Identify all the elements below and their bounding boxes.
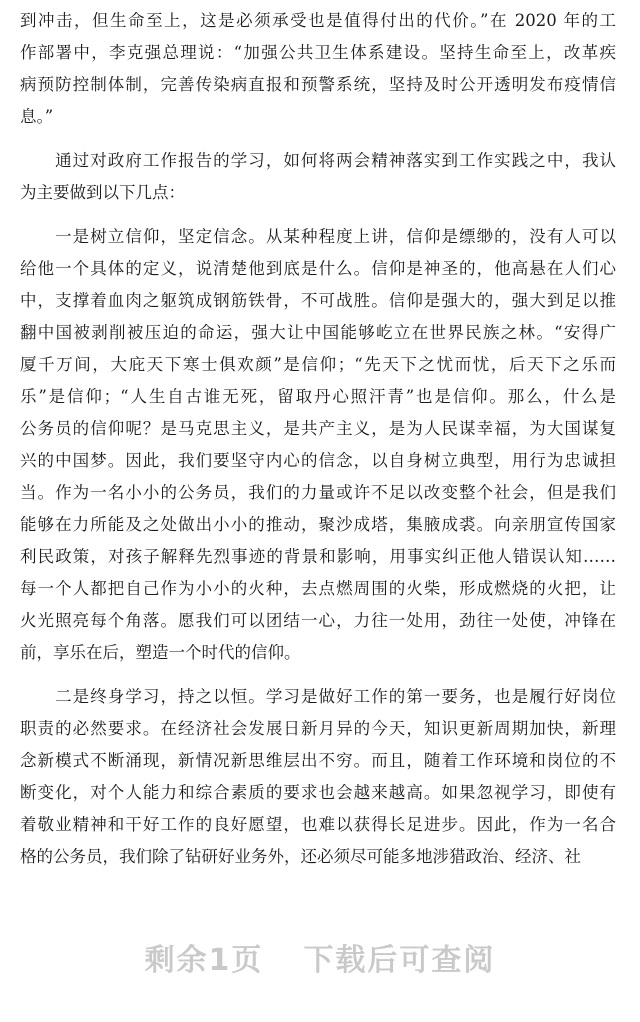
text-line: 念新模式不断涌现，新情况新思维层出不穷。而且，随着工作环境和岗位的不 bbox=[20, 751, 616, 770]
text-line: 公务员的信仰呢？是马克思主义，是共产主义，是为人民谋幸福，为大国谋复 bbox=[20, 419, 616, 438]
text-line: 作部署中，李克强总理说：“加强公共卫生体系建设。坚持生命至上，改革疾 bbox=[20, 43, 616, 62]
text-line: 厦千万间，大庇天下寒士俱欢颜”是信仰；“先天下之忧而忧，后天下之乐而 bbox=[20, 355, 616, 374]
download-banner[interactable] bbox=[0, 935, 640, 979]
text-line: 到冲击，但生命至上，这是必须承受也是值得付出的代价。”在 2020 年的工 bbox=[20, 11, 616, 30]
paragraph bbox=[20, 5, 616, 133]
text-line: 格的公务员，我们除了钻研好业务外，还必须尽可能多地涉猎政治、经济、社 bbox=[20, 847, 581, 866]
text-line: 一是树立信仰，坚定信念。从某种程度上讲，信仰是缥缈的，没有人可以 bbox=[20, 227, 616, 246]
paragraph bbox=[20, 221, 616, 669]
text-line: 翻中国被剥削被压迫的命运，强大让中国能够屹立在世界民族之林。“安得广 bbox=[20, 323, 616, 342]
download-prompt-label: 下载后可查阅 bbox=[303, 943, 496, 978]
text-line: 通过对政府工作报告的学习，如何将两会精神落实到工作实践之中，我认 bbox=[20, 151, 616, 170]
text-line: 前，享乐在后，塑造一个时代的信仰。 bbox=[20, 643, 301, 662]
text-line: 病预防控制体制，完善传染病直报和预警系统，坚持及时公开透明发布疫情信 bbox=[20, 75, 616, 94]
text-line: 中，支撑着血肉之躯筑成钢筋铁骨，不可战胜。信仰是强大的，强大到足以推 bbox=[20, 291, 616, 310]
paragraph bbox=[20, 145, 616, 209]
text-line: 二是终身学习，持之以恒。学习是做好工作的第一要务，也是履行好岗位 bbox=[20, 687, 616, 706]
document-body bbox=[20, 5, 616, 885]
text-line: 火光照亮每个角落。愿我们可以团结一心，力往一处用，劲往一处使，冲锋在 bbox=[20, 611, 616, 630]
remaining-pages-label: 剩余1页 bbox=[144, 943, 264, 978]
text-line: 息。” bbox=[20, 107, 54, 126]
text-line: 着敬业精神和干好工作的良好愿望，也难以获得长足进步。因此，作为一名合 bbox=[20, 815, 616, 834]
text-line: 为主要做到以下几点： bbox=[20, 183, 185, 202]
text-line: 乐”是信仰；“人生自古谁无死，留取丹心照汗青”也是信仰。那么，什么是 bbox=[20, 387, 616, 406]
text-line: 给他一个具体的定义，说清楚他到底是什么。信仰是神圣的，他高悬在人们心 bbox=[20, 259, 616, 278]
text-line: 每一个人都把自己作为小小的火种，去点燃周围的火柴，形成燃烧的火把，让 bbox=[20, 579, 616, 598]
text-line: 职责的必然要求。在经济社会发展日新月异的今天，知识更新周期加快，新理 bbox=[20, 719, 616, 738]
text-line: 断变化，对个人能力和综合素质的要求也会越来越高。如果忽视学习，即使有 bbox=[20, 783, 616, 802]
text-line: 兴的中国梦。因此，我们要坚守内心的信念，以自身树立典型，用行为忠诚担 bbox=[20, 451, 616, 470]
paragraph bbox=[20, 681, 616, 873]
text-line: 利民政策，对孩子解释先烈事迹的背景和影响，用事实纠正他人错误认知…… bbox=[20, 547, 616, 566]
text-line: 当。作为一名小小的公务员，我们的力量或许不足以改变整个社会，但是我们 bbox=[20, 483, 616, 502]
text-line: 能够在力所能及之处做出小小的推动，聚沙成塔，集腋成裘。向亲朋宣传国家 bbox=[20, 515, 616, 534]
